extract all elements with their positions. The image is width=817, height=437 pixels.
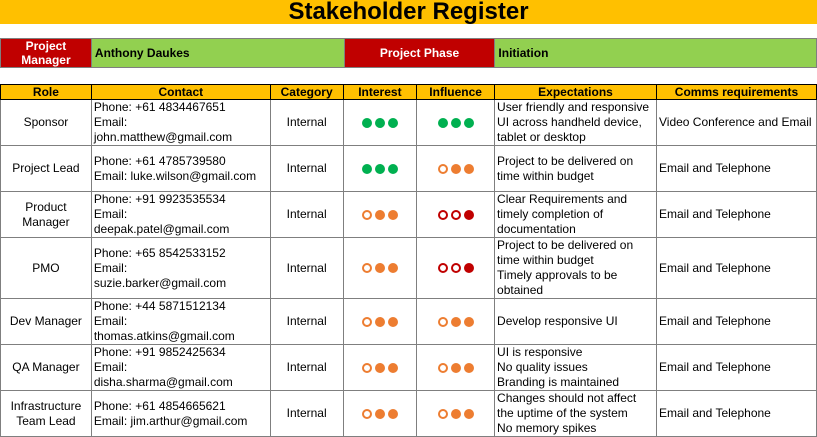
interest-cell[interactable]: [343, 238, 417, 299]
column-header-expectations[interactable]: Expectations: [495, 85, 657, 100]
cell-line: User friendly and responsive: [497, 100, 650, 114]
expectations-cell[interactable]: [495, 100, 657, 146]
cell-line: Branding is maintained: [497, 375, 620, 389]
influence-cell[interactable]: [417, 146, 495, 192]
orange-dot-icon: [388, 263, 398, 273]
cell-line: john.matthew@gmail.com: [93, 130, 233, 144]
cell-line: the uptime of the system: [497, 406, 628, 420]
role-cell[interactable]: PMO: [1, 238, 92, 299]
contact-cell[interactable]: [91, 299, 270, 345]
expectations-cell[interactable]: [495, 146, 657, 192]
interest-cell[interactable]: [343, 391, 417, 437]
cell-line: thomas.atkins@gmail.com: [93, 329, 235, 343]
cell-line: UI is responsive: [497, 345, 583, 359]
cell-line: deepak.patel@gmail.com: [93, 222, 230, 236]
orange-dot-icon: [451, 317, 461, 327]
category-cell[interactable]: Internal: [270, 345, 343, 391]
cell-line: Email:: [93, 360, 128, 374]
orange-dot-icon: [388, 210, 398, 220]
cell-line: time within budget: [497, 253, 594, 267]
column-header-contact[interactable]: Contact: [91, 85, 270, 100]
column-header-category[interactable]: Category: [270, 85, 343, 100]
category-cell[interactable]: Internal: [270, 238, 343, 299]
red-dot-icon: [464, 263, 474, 273]
cell-line: Phone: +61 4834467651: [93, 100, 226, 114]
role-cell[interactable]: Infrastructure Team Lead: [1, 391, 92, 437]
orange-dot-icon: [464, 363, 474, 373]
influence-rating: [438, 363, 474, 373]
green-dot-icon: [362, 164, 372, 174]
cell-line: Email:: [93, 260, 128, 275]
hollow-red-dot-icon: [438, 263, 448, 273]
comms-cell[interactable]: Email and Telephone: [656, 238, 816, 299]
hollow-orange-dot-icon: [362, 263, 372, 273]
project-info-table: [0, 38, 817, 68]
cell-line: No memory spikes: [497, 421, 597, 435]
contact-cell[interactable]: [91, 192, 270, 238]
interest-cell[interactable]: [343, 146, 417, 192]
orange-dot-icon: [375, 210, 385, 220]
cell-line: obtained: [497, 283, 544, 297]
project-phase-label: Project Phase: [344, 39, 495, 68]
interest-rating: [362, 118, 398, 128]
orange-dot-icon: [375, 317, 385, 327]
influence-rating: [438, 263, 474, 273]
column-header-comms[interactable]: Comms requirements: [656, 85, 816, 100]
table-row: [1, 391, 817, 437]
cell-line: Clear Requirements and: [497, 192, 628, 206]
orange-dot-icon: [451, 164, 461, 174]
table-row: [1, 100, 817, 146]
role-cell[interactable]: QA Manager: [1, 345, 92, 391]
cell-line: Develop responsive UI: [497, 314, 618, 328]
role-cell[interactable]: Sponsor: [1, 100, 92, 146]
cell-line: Timely approvals to be: [497, 268, 618, 282]
cell-line: Project to be delivered on: [497, 153, 634, 168]
cell-line: time within budget: [497, 168, 594, 183]
interest-rating: [362, 409, 398, 419]
green-dot-icon: [362, 118, 372, 128]
influence-cell[interactable]: [417, 391, 495, 437]
comms-cell[interactable]: Email and Telephone: [656, 391, 816, 437]
orange-dot-icon: [388, 317, 398, 327]
cell-line: Phone: +61 4785739580: [93, 153, 226, 168]
comms-cell[interactable]: Email and Telephone: [656, 146, 816, 192]
hollow-orange-dot-icon: [362, 409, 372, 419]
cell-line: Email: jim.arthur@gmail.com: [93, 413, 248, 428]
project-manager-value[interactable]: Anthony Daukes: [91, 39, 344, 68]
expectations-cell[interactable]: [495, 238, 657, 299]
contact-cell[interactable]: [91, 391, 270, 437]
green-dot-icon: [375, 118, 385, 128]
category-cell[interactable]: Internal: [270, 391, 343, 437]
influence-rating: [438, 409, 474, 419]
cell-line: Changes should not affect: [497, 391, 637, 405]
stakeholder-table: [0, 84, 817, 437]
cell-line: Project to be delivered on: [497, 238, 634, 252]
green-dot-icon: [388, 118, 398, 128]
column-header-role[interactable]: Role: [1, 85, 92, 100]
interest-rating: [362, 317, 398, 327]
green-dot-icon: [464, 118, 474, 128]
comms-cell[interactable]: Video Conference and Email: [656, 100, 816, 146]
cell-line: tablet or desktop: [497, 130, 586, 144]
orange-dot-icon: [464, 317, 474, 327]
hollow-orange-dot-icon: [362, 317, 372, 327]
contact-cell[interactable]: [91, 146, 270, 192]
influence-rating: [438, 164, 474, 174]
table-row: [1, 238, 817, 299]
hollow-red-dot-icon: [451, 263, 461, 273]
influence-cell[interactable]: [417, 238, 495, 299]
cell-line: Phone: +61 4854665621: [93, 398, 226, 413]
interest-cell[interactable]: [343, 345, 417, 391]
green-dot-icon: [438, 118, 448, 128]
influence-rating: [438, 210, 474, 220]
cell-line: Phone: +91 9852425634: [93, 345, 226, 359]
cell-line: Phone: +44 5871512134: [93, 299, 226, 313]
column-header-interest[interactable]: Interest: [343, 85, 417, 100]
influence-cell[interactable]: [417, 100, 495, 146]
project-phase-value[interactable]: Initiation: [495, 39, 817, 68]
interest-rating: [362, 210, 398, 220]
cell-line: Phone: +65 8542533152: [93, 245, 226, 260]
orange-dot-icon: [464, 409, 474, 419]
comms-cell[interactable]: Email and Telephone: [656, 345, 816, 391]
cell-line: Email:: [93, 314, 128, 328]
orange-dot-icon: [388, 363, 398, 373]
influence-cell[interactable]: [417, 192, 495, 238]
cell-line: Email:: [93, 115, 128, 129]
green-dot-icon: [375, 164, 385, 174]
cell-line: disha.sharma@gmail.com: [93, 375, 233, 389]
orange-dot-icon: [464, 164, 474, 174]
contact-cell[interactable]: [91, 238, 270, 299]
orange-dot-icon: [451, 363, 461, 373]
table-row: [1, 345, 817, 391]
contact-cell[interactable]: [91, 100, 270, 146]
table-row: [1, 146, 817, 192]
interest-cell[interactable]: [343, 192, 417, 238]
interest-rating: [362, 263, 398, 273]
orange-dot-icon: [375, 363, 385, 373]
hollow-orange-dot-icon: [438, 317, 448, 327]
hollow-red-dot-icon: [451, 210, 461, 220]
hollow-red-dot-icon: [438, 210, 448, 220]
column-header-influence[interactable]: Influence: [417, 85, 495, 100]
hollow-orange-dot-icon: [362, 363, 372, 373]
cell-line: Email:: [93, 207, 128, 221]
hollow-orange-dot-icon: [438, 363, 448, 373]
comms-cell[interactable]: Email and Telephone: [656, 299, 816, 345]
cell-line: suzie.barker@gmail.com: [93, 275, 227, 290]
category-cell[interactable]: Internal: [270, 299, 343, 345]
cell-line: Phone: +91 9923535534: [93, 192, 226, 206]
orange-dot-icon: [375, 409, 385, 419]
expectations-cell[interactable]: [495, 345, 657, 391]
influence-rating: [438, 118, 474, 128]
expectations-cell[interactable]: [495, 299, 657, 345]
comms-cell[interactable]: Email and Telephone: [656, 192, 816, 238]
table-row: [1, 299, 817, 345]
contact-cell[interactable]: [91, 345, 270, 391]
orange-dot-icon: [451, 409, 461, 419]
orange-dot-icon: [388, 409, 398, 419]
influence-cell[interactable]: [417, 299, 495, 345]
interest-cell[interactable]: [343, 100, 417, 146]
green-dot-icon: [451, 118, 461, 128]
interest-cell[interactable]: [343, 299, 417, 345]
expectations-cell[interactable]: [495, 192, 657, 238]
cell-line: No quality issues: [497, 360, 588, 374]
table-row: [1, 192, 817, 238]
hollow-orange-dot-icon: [438, 409, 448, 419]
cell-line: UI across handheld device,: [497, 115, 642, 129]
green-dot-icon: [388, 164, 398, 174]
influence-cell[interactable]: [417, 345, 495, 391]
role-cell[interactable]: Project Lead: [1, 146, 92, 192]
hollow-orange-dot-icon: [362, 210, 372, 220]
cell-line: documentation: [497, 222, 576, 236]
influence-rating: [438, 317, 474, 327]
role-cell[interactable]: Dev Manager: [1, 299, 92, 345]
cell-line: timely completion of: [497, 207, 604, 221]
category-cell[interactable]: Internal: [270, 192, 343, 238]
interest-rating: [362, 363, 398, 373]
role-cell[interactable]: Product Manager: [1, 192, 92, 238]
cell-line: Email: luke.wilson@gmail.com: [93, 168, 257, 183]
interest-rating: [362, 164, 398, 174]
project-manager-label: Project Manager: [1, 39, 92, 68]
expectations-cell[interactable]: [495, 391, 657, 437]
red-dot-icon: [464, 210, 474, 220]
category-cell[interactable]: Internal: [270, 146, 343, 192]
page-title: Stakeholder Register: [0, 0, 817, 24]
category-cell[interactable]: Internal: [270, 100, 343, 146]
hollow-orange-dot-icon: [438, 164, 448, 174]
orange-dot-icon: [375, 263, 385, 273]
